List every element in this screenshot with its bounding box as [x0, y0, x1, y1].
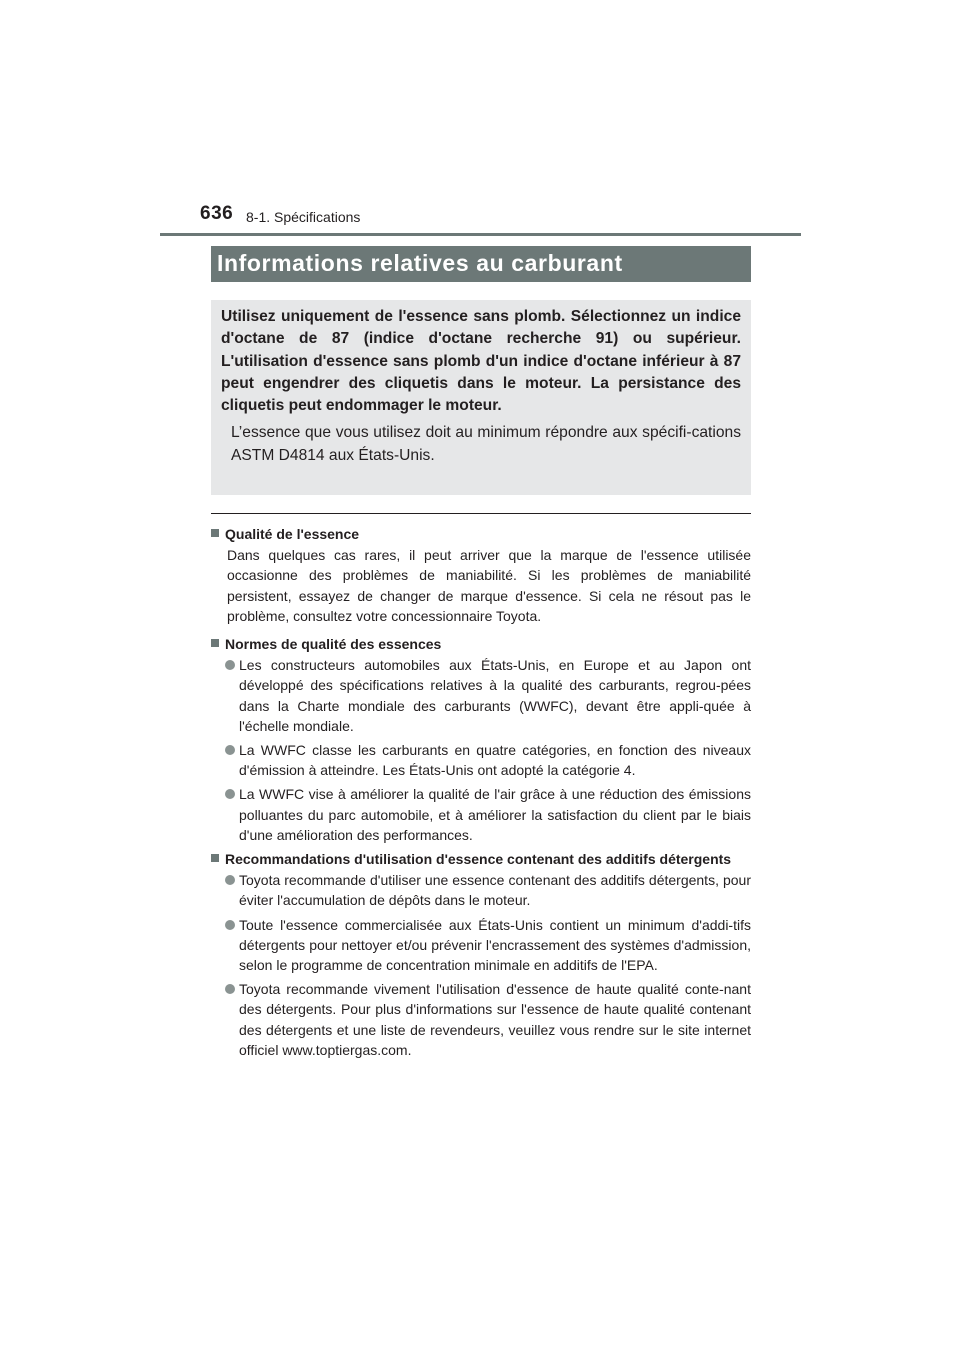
circle-bullet-icon [225, 660, 235, 670]
page-number: 636 [200, 203, 234, 224]
circle-bullet-icon [225, 745, 235, 755]
list-item [211, 784, 751, 845]
section-heading-quality [211, 524, 751, 544]
circle-bullet-icon [225, 875, 235, 885]
section-heading-detergents [211, 849, 751, 869]
summary-box [211, 300, 751, 495]
square-bullet-icon [211, 854, 219, 862]
list-item [211, 655, 751, 736]
list-item [211, 740, 751, 780]
square-bullet-icon [211, 639, 219, 647]
quality-paragraph: Dans quelques cas rares, il peut arriver que la marque de l'essence utilisée occasionne des problèmes de maniabilité. Si les problèmes de maniabilité persistent, essayez de changer de marque d'essence. Si cela ne résout pas le problème, consultez votre concessionnaire Toyota. [227, 547, 751, 624]
list-item-text: Toyota recommande vivement l'utilisation d'essence de haute qualité conte-nant des détergents. Pour plus d'informations sur l'essence de haute qualité contenant des détergents et une liste de revendeurs, veuillez vous rendre sur le site internet officiel www.toptiergas.com. [239, 981, 751, 1058]
list-item-text: Toyota recommande d'utiliser une essence contenant des additifs détergents, pour éviter l'accumulation de dépôts dans le moteur. [239, 872, 751, 909]
list-item [211, 870, 751, 910]
heading-text: Normes de qualité des essences [225, 636, 442, 653]
list-item-text: La WWFC vise à améliorer la qualité de l'air grâce à une réduction des émissions polluantes du parc automobile, et à améliorer la satisfaction du client par le biais d'une amélioration des performances. [239, 786, 751, 843]
list-item-text: Les constructeurs automobiles aux États-Unis, en Europe et au Japon ont développé des spécifications relatives à la qualité des carburants, regrou-pées dans la Charte mondiale des carburants (WWFC), devant être appli-quée à l'échelle mondiale. [239, 657, 751, 734]
heading-text: Recommandations d'utilisation d'essence contenant des additifs détergents [225, 851, 732, 868]
heading-text: Qualité de l'essence [225, 526, 360, 542]
summary-intro: Utilisez uniquement de l'essence sans plomb. Sélectionnez un indice d'octane de 87 (indice d'octane recherche 91) ou supérieur. L'utilisation d'essence sans plomb d'un indice d'octane inférieur à 87 peut engendrer des cliquetis dans le moteur. La persistance des cliquetis peut endommager le moteur. [221, 308, 741, 415]
circle-bullet-icon [225, 984, 235, 994]
section-heading-standards [211, 634, 751, 654]
section-label: 8-1. Spécifications [246, 209, 361, 225]
page-title: Informations relatives au carburant [211, 246, 751, 282]
list-item [211, 979, 751, 1060]
list-item-text: Toute l'essence commercialisée aux États-Unis contient un minimum d'addi-tifs détergents pour nettoyer et/ou prévenir l'encrassement des systèmes d'admission, selon le programme de concentration minimale en additifs de l'EPA. [239, 916, 751, 974]
circle-bullet-icon [225, 920, 235, 930]
summary-note: L’essence que vous utilisez doit au minimum répondre aux spécifi-cations ASTM D4814 aux États-Unis. [231, 424, 741, 465]
list-item [211, 915, 751, 976]
square-bullet-icon [211, 529, 219, 537]
circle-bullet-icon [225, 789, 235, 799]
divider [211, 513, 751, 514]
main-content [211, 524, 751, 1064]
list-item-text: La WWFC classe les carburants en quatre catégories, en fonction des niveaux d'émission à atteindre. Les États-Unis ont adopté la catégorie 4. [239, 742, 751, 779]
header-rule [160, 233, 801, 236]
